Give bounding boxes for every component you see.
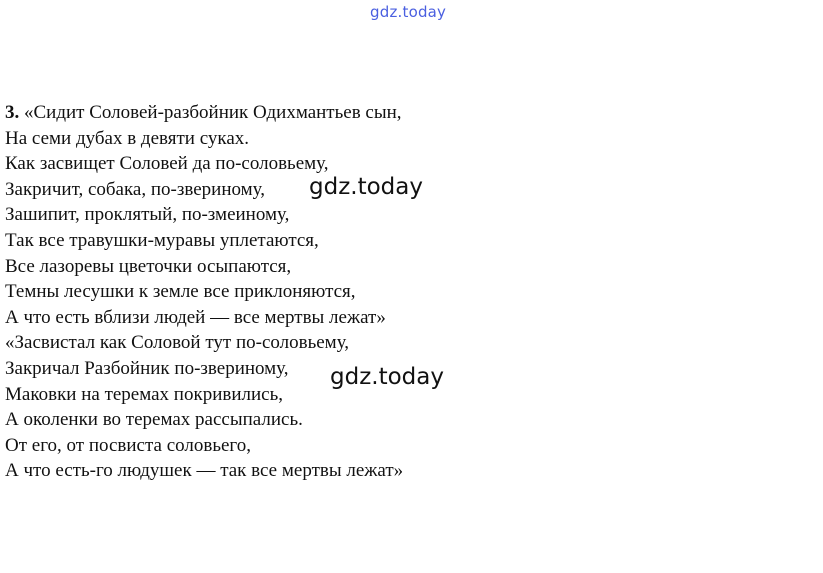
poem-line: А что есть вблизи людей — все мертвы лежат» — [5, 306, 386, 328]
poem-line: Закричит, собака, по-звериному, — [5, 178, 265, 200]
poem-line-text: «Сидит Соловей-разбойник Одихмантьев сын, — [24, 102, 402, 123]
watermark-logo-top: gdz.today — [370, 3, 447, 21]
poem-line: Так все травушки-муравы уплетаются, — [5, 229, 319, 251]
poem-line — [5, 100, 403, 126]
exercise-number: 3. — [5, 102, 20, 123]
poem-line: А околенки во теремах рассыпались. — [5, 409, 303, 431]
poem-line: Зашипит, проклятый, по-змеиному, — [5, 204, 290, 226]
watermark-overlay: gdz.today — [309, 174, 423, 200]
poem-line: Маковки на теремах покривились, — [5, 383, 284, 405]
poem-line: На семи дубах в девяти суках. — [5, 127, 250, 149]
poem-line: «Засвистал как Соловой тут по-соловьему, — [5, 332, 350, 354]
poem-line: От его, от посвиста соловьего, — [5, 434, 251, 456]
poem-line: Как засвищет Соловей да по-соловьему, — [5, 153, 329, 175]
poem-line: Закричал Разбойник по-звериному, — [5, 357, 289, 379]
poem-line: Все лазоревы цветочки осыпаются, — [5, 255, 292, 277]
poem-line: Темны лесушки к земле все приклоняются, — [5, 281, 356, 303]
poem-text — [5, 100, 403, 484]
poem-line: А что есть-го людушек — так все мертвы лежат» — [5, 460, 404, 482]
watermark-overlay: gdz.today — [330, 364, 444, 390]
